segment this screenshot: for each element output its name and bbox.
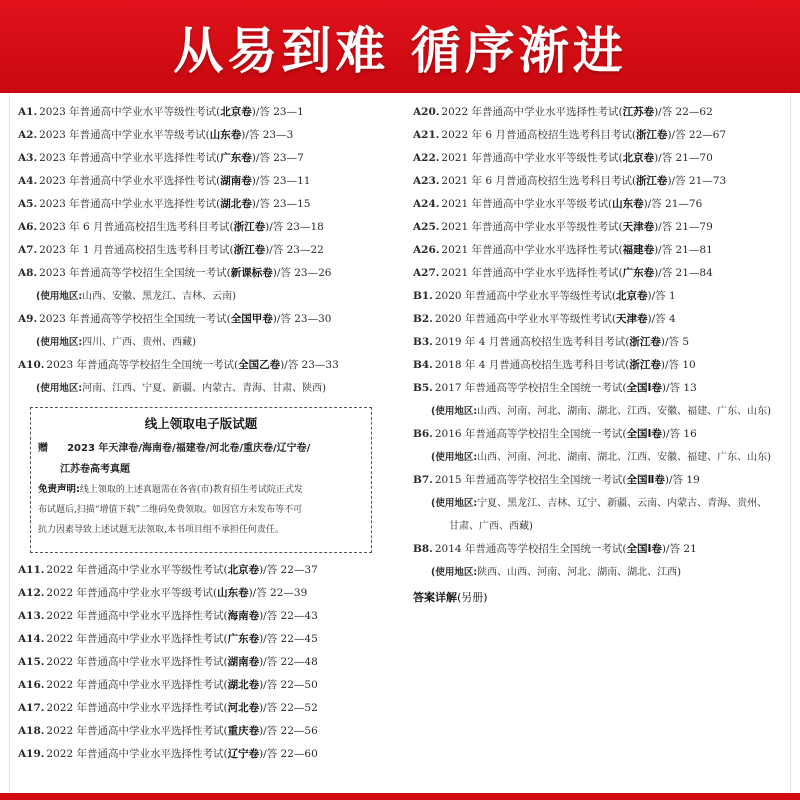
- entry-text: 2014 年普通高等学校招生全国统一考试(: [434, 543, 627, 555]
- entry-edition: 全国Ⅰ卷: [626, 543, 662, 555]
- entry-text: 2023 年普通高等学校招生全国统一考试(: [46, 359, 239, 371]
- entry-text: 2022 年普通高中学业水平选择性考试(: [46, 679, 228, 691]
- entry-page: )/答 21—84: [654, 267, 713, 279]
- toc-entry: [413, 216, 793, 239]
- entry-edition: 江苏卷: [622, 106, 655, 118]
- usage-list: 宁夏、黑龙江、吉林、辽宁、新疆、云南、内蒙古、青海、贵州、: [477, 498, 768, 509]
- entry-code: A21.: [413, 129, 440, 141]
- toc-entry: [413, 308, 793, 331]
- toc-entry: [18, 239, 388, 262]
- entry-code: B1.: [413, 290, 433, 302]
- entry-code: A13.: [18, 610, 45, 622]
- entry-text: 2022 年普通高中学业水平选择性考试(: [46, 748, 228, 760]
- usage-label: (使用地区:: [431, 498, 478, 509]
- toc-entry: [413, 331, 793, 354]
- usage-regions: [413, 561, 793, 584]
- toc-entry: [18, 628, 388, 651]
- entry-code: B2.: [413, 313, 433, 325]
- entry-code: A19.: [18, 748, 45, 760]
- toc-entry: [18, 354, 388, 377]
- entry-code: A6.: [18, 221, 38, 233]
- usage-label: (使用地区:: [36, 383, 83, 394]
- entry-edition: 广东卷: [220, 152, 252, 164]
- toc-entry: [18, 147, 388, 170]
- usage-list: 山西、河南、河北、湖南、湖北、江西、安徽、福建、广东、山东: [477, 452, 768, 463]
- entry-edition: 辽宁卷: [227, 748, 260, 760]
- entry-page: )/答 23—11: [251, 175, 311, 187]
- entry-text: 2022 年普通高中学业水平选择性考试(: [46, 702, 228, 714]
- toc-entry: [413, 354, 793, 377]
- entry-edition: 广东卷: [622, 267, 655, 279]
- usage-list: 山西、河南、河北、湖南、湖北、江西、安徽、福建、广东、山东: [477, 406, 768, 417]
- usage-label: (使用地区:: [36, 337, 83, 348]
- toc-entry: [413, 239, 793, 262]
- entry-edition: 全国Ⅰ卷: [626, 382, 662, 394]
- entry-edition: 湖南卷: [220, 175, 252, 187]
- usage-close: ): [232, 291, 237, 302]
- entry-text: 2019 年 4 月普通高校招生选考科目考试(: [434, 336, 630, 348]
- toc-entry: [18, 743, 388, 766]
- entry-page: )/答 22—56: [259, 725, 318, 737]
- toc-entry: [413, 147, 793, 170]
- entry-page: )/答 16: [661, 428, 697, 440]
- entry-text: 2022 年普通高中学业水平等级性考试(: [46, 564, 228, 576]
- entry-edition: 浙江卷: [233, 221, 266, 233]
- entry-code: B5.: [413, 382, 433, 394]
- entry-code: A17.: [18, 702, 45, 714]
- entry-code: A8.: [18, 267, 38, 279]
- entry-code: B4.: [413, 359, 433, 371]
- entry-page: )/答 10: [660, 359, 696, 371]
- entry-code: A25.: [413, 221, 440, 233]
- toc-entry: [18, 697, 388, 720]
- entry-text: 2021 年普通高中学业水平等级性考试(: [441, 221, 623, 233]
- entry-code: A14.: [18, 633, 45, 645]
- entry-code: A7.: [18, 244, 38, 256]
- usage-list: 甘肃、广西、西藏: [449, 521, 529, 532]
- entry-code: A27.: [413, 267, 440, 279]
- toc-entry: [413, 170, 793, 193]
- usage-label: (使用地区:: [431, 406, 478, 417]
- entry-edition: 北京卷: [622, 152, 655, 164]
- usage-close: ): [192, 337, 197, 348]
- entry-code: A26.: [413, 244, 440, 256]
- usage-label: (使用地区:: [431, 452, 478, 463]
- entry-page: )/答 22—67: [667, 129, 727, 141]
- toc-entry: [18, 170, 388, 193]
- entry-code: A23.: [413, 175, 440, 187]
- entry-code: A4.: [18, 175, 38, 187]
- right-column: [413, 101, 793, 609]
- toc-entry: [18, 193, 388, 216]
- entry-page: )/答 22—45: [259, 633, 318, 645]
- left-top-list: [18, 101, 388, 400]
- left-bottom-column: [18, 559, 388, 766]
- usage-close: ): [529, 521, 533, 532]
- toc-entry: [413, 193, 793, 216]
- entry-code: B8.: [413, 543, 433, 555]
- entry-page: )/答 21: [661, 543, 697, 555]
- entry-code: A18.: [18, 725, 45, 737]
- answer-note-suffix: (另册): [457, 591, 488, 604]
- toc-entry: [413, 469, 793, 492]
- entry-page: )/答 23—1: [251, 106, 304, 118]
- entry-code: A16.: [18, 679, 45, 691]
- usage-list: 山西、安徽、黑龙江、吉林、云南: [82, 291, 233, 302]
- entry-edition: 浙江卷: [629, 359, 661, 371]
- entry-code: A12.: [18, 587, 45, 599]
- right-list: [413, 101, 793, 584]
- toc-entry: [18, 651, 388, 674]
- entry-edition: 北京卷: [616, 290, 648, 302]
- toc-entry: [413, 285, 793, 308]
- toc-entry: [18, 101, 388, 124]
- toc-entry: [18, 605, 388, 628]
- entry-page: )/答 1: [647, 290, 676, 302]
- entry-text: 2023 年普通高中学业水平选择性考试(: [39, 175, 221, 187]
- entry-edition: 浙江卷: [635, 175, 668, 187]
- entry-code: A22.: [413, 152, 440, 164]
- entry-edition: 山东卷: [612, 198, 644, 210]
- usage-list: 四川、广西、贵州、西藏: [82, 337, 193, 348]
- entry-text: 2023 年普通高中学业水平选择性考试(: [39, 198, 221, 210]
- answer-note-label: 答案详解: [413, 591, 457, 604]
- entry-edition: 山东卷: [209, 129, 242, 141]
- entry-edition: 湖北卷: [227, 679, 260, 691]
- online-notice-box: [30, 407, 372, 553]
- entry-text: 2018 年 4 月普通高校招生选考科目考试(: [434, 359, 630, 371]
- entry-text: 2022 年 6 月普通高校招生选考科目考试(: [441, 129, 636, 141]
- usage-regions: [413, 446, 793, 469]
- entry-text: 2023 年普通高中学业水平等级考试(: [39, 129, 210, 141]
- disclaimer-label: 免责声明:: [38, 484, 80, 495]
- usage-regions: [18, 285, 388, 308]
- entry-text: 2023 年普通高中学业水平选择性考试(: [39, 152, 221, 164]
- entry-edition: 全国Ⅰ卷: [626, 428, 662, 440]
- top-banner: [0, 0, 800, 93]
- usage-list: 河南、江西、宁夏、新疆、内蒙古、青海、甘肃、陕西: [82, 383, 323, 394]
- entry-text: 2022 年普通高中学业水平选择性考试(: [46, 725, 228, 737]
- usage-list: 陕西、山西、河南、河北、湖南、湖北、江西: [477, 567, 678, 578]
- entry-page: )/答 5: [660, 336, 690, 348]
- disclaimer-text-3: 抗力因素导致上述试题无法领取,本书项目组不承担任何责任。: [38, 525, 284, 535]
- entry-edition: 海南卷: [227, 610, 260, 622]
- entry-page: )/答 21—81: [654, 244, 713, 256]
- entry-edition: 浙江卷: [635, 129, 668, 141]
- toc-entry: [18, 720, 388, 743]
- entry-page: )/答 23—3: [241, 129, 294, 141]
- entry-text: 2023 年普通高等学校招生全国统一考试(: [39, 313, 231, 325]
- entry-page: )/答 21—73: [667, 175, 727, 187]
- entry-edition: 广东卷: [227, 633, 260, 645]
- usage-close: ): [322, 383, 327, 394]
- usage-label: (使用地区:: [431, 567, 478, 578]
- toc-entry: [413, 538, 793, 561]
- notice-disclaimer: [38, 480, 364, 540]
- toc-entry: [413, 124, 793, 147]
- toc-entry: [413, 101, 793, 124]
- entry-text: 2016 年普通高等学校招生全国统一考试(: [434, 428, 627, 440]
- entry-text: 2023 年普通高等学校招生全国统一考试(: [39, 267, 231, 279]
- usage-close: ): [677, 567, 682, 578]
- bottom-red-strip: [0, 793, 800, 800]
- entry-code: A2.: [18, 129, 38, 141]
- usage-regions: [413, 515, 793, 538]
- notice-gift-line: [38, 438, 364, 459]
- notice-gift-line1: 2023 年天津卷/海南卷/福建卷/河北卷/重庆卷/辽宁卷/: [67, 443, 311, 454]
- entry-edition: 福建卷: [622, 244, 655, 256]
- entry-edition: 浙江卷: [629, 336, 661, 348]
- toc-entry: [18, 308, 388, 331]
- entry-text: 2023 年 1 月普通高校招生选考科目考试(: [39, 244, 234, 256]
- entry-page: )/答 23—26: [272, 267, 332, 279]
- entry-edition: 全国Ⅱ卷: [626, 474, 665, 486]
- entry-code: B6.: [413, 428, 433, 440]
- entry-edition: 全国甲卷: [230, 313, 273, 325]
- entry-edition: 天津卷: [622, 221, 655, 233]
- left-column: [18, 101, 388, 400]
- entry-text: 2022 年普通高中学业水平等级考试(: [46, 587, 218, 599]
- entry-code: A20.: [413, 106, 440, 118]
- entry-code: A24.: [413, 198, 440, 210]
- notice-gift-prefix: 赠: [38, 443, 48, 454]
- notice-gift-line2: 江苏卷高考真题: [60, 464, 130, 475]
- entry-page: )/答 23—33: [280, 359, 339, 371]
- entry-page: )/答 22—48: [259, 656, 318, 668]
- usage-regions: [413, 492, 793, 515]
- toc-entry: [18, 216, 388, 239]
- entry-page: )/答 23—18: [265, 221, 324, 233]
- left-bottom-list: [18, 559, 388, 766]
- entry-text: 2017 年普通高等学校招生全国统一考试(: [434, 382, 627, 394]
- entry-code: A3.: [18, 152, 38, 164]
- entry-page: )/答 21—70: [654, 152, 713, 164]
- toc-entry: [18, 582, 388, 605]
- disclaimer-text-2: 布试题后,扫描“增值下载”二维码免费领取。如因官方未发布等不可: [38, 505, 303, 515]
- entry-text: 2020 年普通高中学业水平等级性考试(: [434, 313, 616, 325]
- toc-entry: [18, 124, 388, 147]
- entry-edition: 全国乙卷: [238, 359, 281, 371]
- entry-edition: 北京卷: [227, 564, 260, 576]
- entry-page: )/答 22—37: [259, 564, 318, 576]
- entry-code: A11.: [18, 564, 45, 576]
- disclaimer-text-1: 线上领取的上述真题需在各省(市)教育招生考试院正式发: [79, 485, 303, 495]
- entry-edition: 湖南卷: [227, 656, 260, 668]
- entry-text: 2022 年普通高中学业水平选择性考试(: [441, 106, 623, 118]
- entry-page: )/答 22—62: [654, 106, 713, 118]
- entry-page: )/答 23—7: [251, 152, 304, 164]
- entry-edition: 天津卷: [616, 313, 648, 325]
- entry-text: 2022 年普通高中学业水平选择性考试(: [46, 633, 228, 645]
- entry-text: 2021 年普通高中学业水平选择性考试(: [441, 244, 623, 256]
- entry-page: )/答 21—79: [654, 221, 713, 233]
- toc-entry: [18, 674, 388, 697]
- toc-entry: [18, 262, 388, 285]
- entry-code: A10.: [18, 359, 45, 371]
- entry-text: 2015 年普通高等学校招生全国统一考试(: [434, 474, 627, 486]
- usage-close: ): [767, 406, 772, 417]
- usage-close: ): [767, 452, 772, 463]
- entry-edition: 重庆卷: [227, 725, 260, 737]
- entry-code: B3.: [413, 336, 433, 348]
- usage-regions: [413, 400, 793, 423]
- entry-edition: 浙江卷: [233, 244, 266, 256]
- entry-page: )/答 22—43: [259, 610, 318, 622]
- toc-entry: [413, 423, 793, 446]
- entry-code: A5.: [18, 198, 38, 210]
- toc-entry: [413, 262, 793, 285]
- entry-edition: 河北卷: [227, 702, 260, 714]
- entry-text: 2022 年普通高中学业水平选择性考试(: [46, 656, 228, 668]
- usage-regions: [18, 377, 388, 400]
- entry-text: 2023 年 6 月普通高校招生选考科目考试(: [39, 221, 234, 233]
- entry-code: A9.: [18, 313, 38, 325]
- entry-page: )/答 22—39: [248, 587, 308, 599]
- entry-edition: 山东卷: [217, 587, 249, 599]
- entry-text: 2020 年普通高中学业水平等级性考试(: [434, 290, 616, 302]
- entry-text: 2021 年普通高中学业水平等级性考试(: [441, 152, 623, 164]
- entry-text: 2022 年普通高中学业水平选择性考试(: [46, 610, 228, 622]
- entry-text: 2023 年普通高中学业水平等级性考试(: [39, 106, 221, 118]
- entry-text: 2021 年普通高中学业水平等级考试(: [441, 198, 613, 210]
- toc-entry: [413, 377, 793, 400]
- entry-text: 2021 年 6 月普通高校招生选考科目考试(: [441, 175, 636, 187]
- entry-page: )/答 22—52: [259, 702, 318, 714]
- notice-gift-line-2: [38, 459, 364, 480]
- usage-label: (使用地区:: [36, 291, 83, 302]
- entry-page: )/答 23—15: [251, 198, 311, 210]
- toc-entry: [18, 559, 388, 582]
- entry-edition: 湖北卷: [220, 198, 252, 210]
- entry-page: )/答 21—76: [643, 198, 703, 210]
- entry-code: A15.: [18, 656, 45, 668]
- entry-edition: 新课标卷: [230, 267, 273, 279]
- entry-code: A1.: [18, 106, 38, 118]
- entry-page: )/答 13: [661, 382, 697, 394]
- banner-title: 从易到难 循序渐进: [173, 21, 627, 80]
- answer-note: [413, 586, 793, 609]
- notice-title: 线上领取电子版试题: [144, 416, 258, 431]
- entry-edition: 北京卷: [220, 106, 252, 118]
- entry-page: )/答 22—50: [259, 679, 318, 691]
- entry-code: B7.: [413, 474, 433, 486]
- entry-page: )/答 4: [647, 313, 676, 325]
- entry-page: )/答 23—22: [265, 244, 324, 256]
- usage-regions: [18, 331, 388, 354]
- entry-page: )/答 23—30: [272, 313, 332, 325]
- entry-page: )/答 19: [664, 474, 700, 486]
- entry-text: 2021 年普通高中学业水平选择性考试(: [441, 267, 623, 279]
- entry-page: )/答 22—60: [259, 748, 318, 760]
